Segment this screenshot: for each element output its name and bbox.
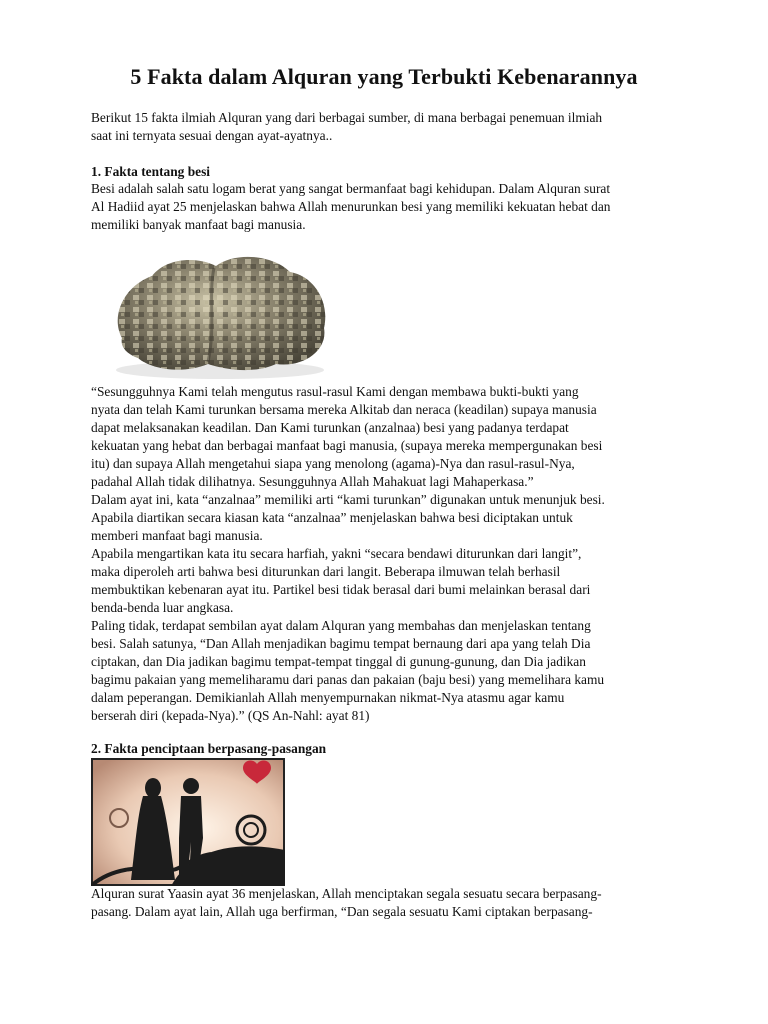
text-line: Apabila mengartikan kata itu secara harfiah, yakni “secara bendawi diturunkan dari langit”,: [91, 546, 582, 561]
text-line: besi. Salah satunya, “Dan Allah menjadikan bagimu tempat bernaung dari apa yang telah Dia: [91, 636, 591, 651]
text-line: bagimu pakaian yang memeliharamu dari panas dan pakaian (baju besi) yang memelihara kamu: [91, 672, 605, 687]
couple-silhouette-image: [91, 758, 285, 886]
text-line: itu) dan supaya Allah mengetahui siapa yang menolong (agama)-Nya dan rasul-rasul-Nya,: [91, 456, 575, 471]
text-line: Al Hadiid ayat 25 menjelaskan bahwa Allah menurunkan besi yang memiliki kekuatan hebat dan: [91, 199, 611, 214]
text-line: “Sesungguhnya Kami telah mengutus rasul-rasul Kami dengan membawa bukti-bukti yang: [91, 384, 579, 399]
text-line: Dalam ayat ini, kata “anzalnaa” memiliki arti “kami turunkan” digunakan untuk menunjuk besi.: [91, 492, 605, 507]
text-line: Apabila diartikan secara kiasan kata “anzalnaa” menjelaskan bahwa besi diciptakan untuk: [91, 510, 573, 525]
text-line: ciptakan, dan Dia jadikan bagimu tempat-tempat tinggal di gunung-gunung, dan Dia jadikan: [91, 654, 586, 669]
text-line: membuktikan kebenaran ayat itu. Partikel besi tidak berasal dari bumi melainkan berasal dari: [91, 582, 591, 597]
text-line: padahal Allah tidak dilihatnya. Sesungguhnya Allah Mahakuat lagi Mahaperkasa.”: [91, 474, 534, 489]
text-line: pasang. Dalam ayat lain, Allah uga berfirman, “Dan segala sesuatu Kami ciptakan berpasang-: [91, 904, 593, 919]
text-line: Alquran surat Yaasin ayat 36 menjelaskan, Allah menciptakan segala sesuatu secara berpasang-: [91, 886, 602, 901]
text-line: Besi adalah salah satu logam berat yang sangat bermanfaat bagi kehidupan. Dalam Alquran surat: [91, 181, 611, 196]
text-line: Paling tidak, terdapat sembilan ayat dalam Alquran yang membahas dan menjelaskan tentang: [91, 618, 591, 633]
section1-heading: 1. Fakta tentang besi: [91, 164, 211, 179]
intro-paragraph: [91, 109, 691, 145]
section2-paragraph: [91, 885, 691, 921]
text-line: maka diperoleh arti bahwa besi diturunkan dari langit. Beberapa ilmuwan telah berhasil: [91, 564, 561, 579]
text-line: dapat melaksanakan keadilan. Dan Kami turunkan (anzalnaa) besi yang padanya terdapat: [91, 420, 569, 435]
text-line: memiliki banyak manfaat bagi manusia.: [91, 217, 306, 232]
section2-heading: 2. Fakta penciptaan berpasang-pasangan: [91, 741, 327, 756]
section1-intro: [91, 180, 691, 234]
text-line: berserah diri (kepada-Nya).” (QS An-Nahl: ayat 81): [91, 708, 370, 723]
text-line: saat ini ternyata sesuai dengan ayat-ayatnya..: [91, 128, 333, 143]
text-line: dalam peperangan. Demikianlah Allah menyempurnakan nikmat-Nya atasmu agar kamu: [91, 690, 565, 705]
text-line: kekuatan yang hebat dan berbagai manfaat bagi manusia, (supaya mereka mempergunakan besi: [91, 438, 603, 453]
text-line: nyata dan telah Kami turunkan bersama mereka Alkitab dan neraca (keadilan) supaya manusia: [91, 402, 597, 417]
page-title: 5 Fakta dalam Alquran yang Terbukti Kebenarannya: [130, 64, 638, 89]
text-line: benda-benda luar angkasa.: [91, 600, 234, 615]
section1-paragraphs: [91, 383, 691, 725]
text-line: Berikut 15 fakta ilmiah Alquran yang dari berbagai sumber, di mana berbagai penemuan ilmiah: [91, 110, 603, 125]
iron-ore-image: [104, 246, 336, 381]
text-line: memberi manfaat bagi manusia.: [91, 528, 263, 543]
